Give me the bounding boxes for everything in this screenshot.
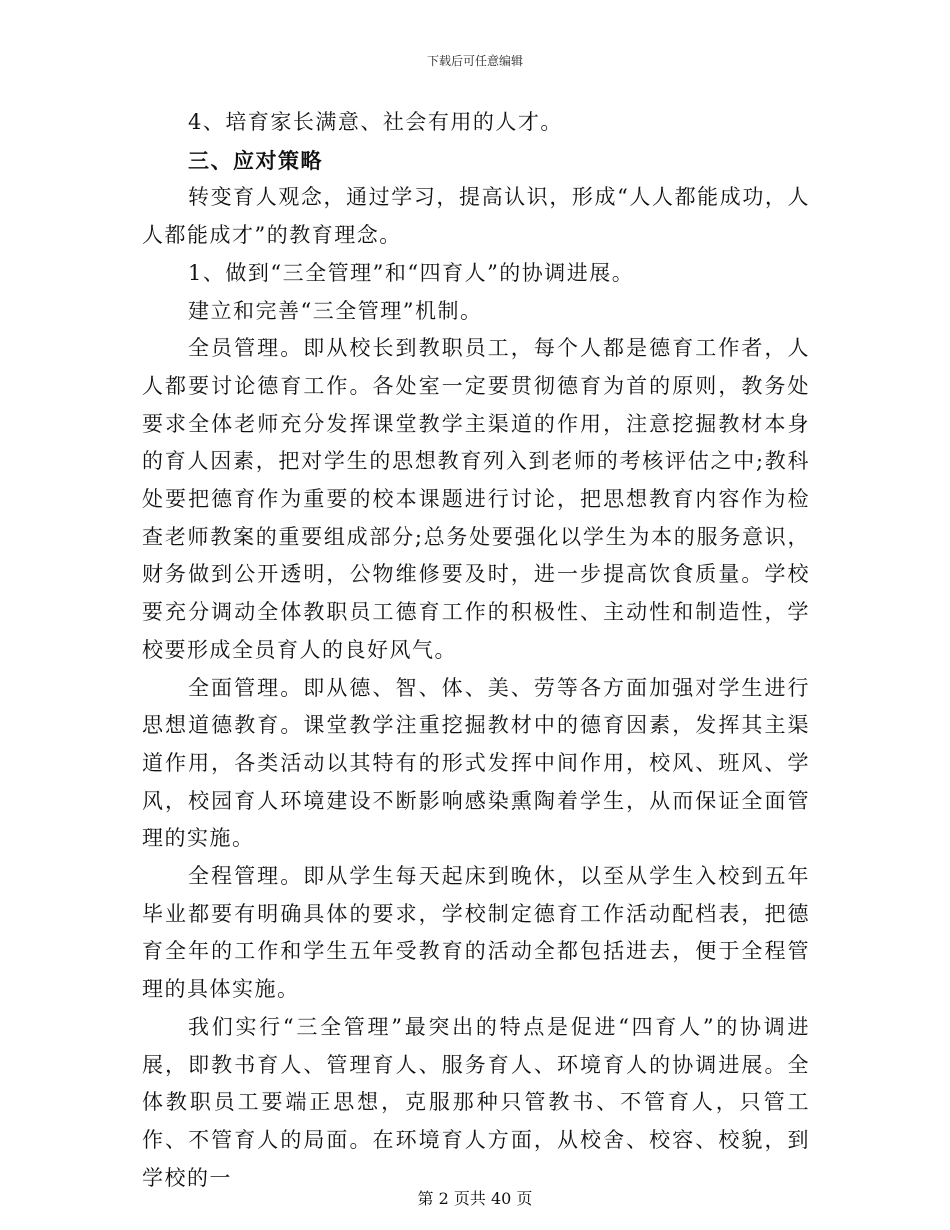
paragraph: 我们实行“三全管理”最突出的特点是促进“四育人”的协调进展，即教书育人、管理育人、服务育人、环境育人的协调进展。全体教职员工要端正思想，克服那种只管教书、不管育人，只管工作、不管育人的局面。在环境育人方面，从校舍、校容、校貌，到学校的一	[142, 1014, 810, 1190]
page-footer: 第 2 页共 40 页	[417, 1189, 533, 1208]
document-body	[142, 104, 810, 1197]
section-heading: 三、应对策略	[188, 147, 323, 173]
paragraph: 转变育人观念，通过学习，提高认识，形成“人人都能成功，人人都能成才”的教育理念。	[142, 185, 810, 248]
paragraph: 全程管理。即从学生每天起床到晚休，以至从学生入校到五年毕业都要有明确具体的要求，学校制定德育工作活动配档表，把德育全年的工作和学生五年受教育的活动全都包括进去，便于全程管理的具体实施。	[142, 864, 810, 1002]
paragraph: 建立和完善“三全管理”机制。	[188, 298, 483, 323]
page-header: 下载后可任意编辑	[426, 54, 523, 68]
paragraph: 全员管理。即从校长到教职员工，每个人都是德育工作者，人人都要讨论德育工作。各处室一定要贯彻德育为首的原则，教务处要求全体老师充分发挥课堂教学主渠道的作用，注意挖掘教材本身的育人因素，把对学生的思想教育列入到老师的考核评估之中;教科处要把德育作为重要的校本课题进行讨论，把思想教育内容作为检查老师教案的重要组成部分;总务处要强化以学生为本的服务意识，财务做到公开透明，公物维修要及时，进一步提高饮食质量。学校要充分调动全体教职员工德育工作的积极性、主动性和制造性，学校要形成全员育人的良好风气。	[142, 336, 810, 662]
subheading: 1、做到“三全管理”和“四育人”的协调进展。	[188, 260, 635, 285]
paragraph: 全面管理。即从德、智、体、美、劳等各方面加强对学生进行思想道德教育。课堂教学注重挖掘教材中的德育因素，发挥其主渠道作用，各类活动以其特有的形式发挥中间作用，校风、班风、学风，校园育人环境建设不断影响感染熏陶着学生，从而保证全面管理的实施。	[142, 675, 810, 851]
list-item-4: 4、培育家长满意、社会有用的人才。	[188, 110, 563, 134]
